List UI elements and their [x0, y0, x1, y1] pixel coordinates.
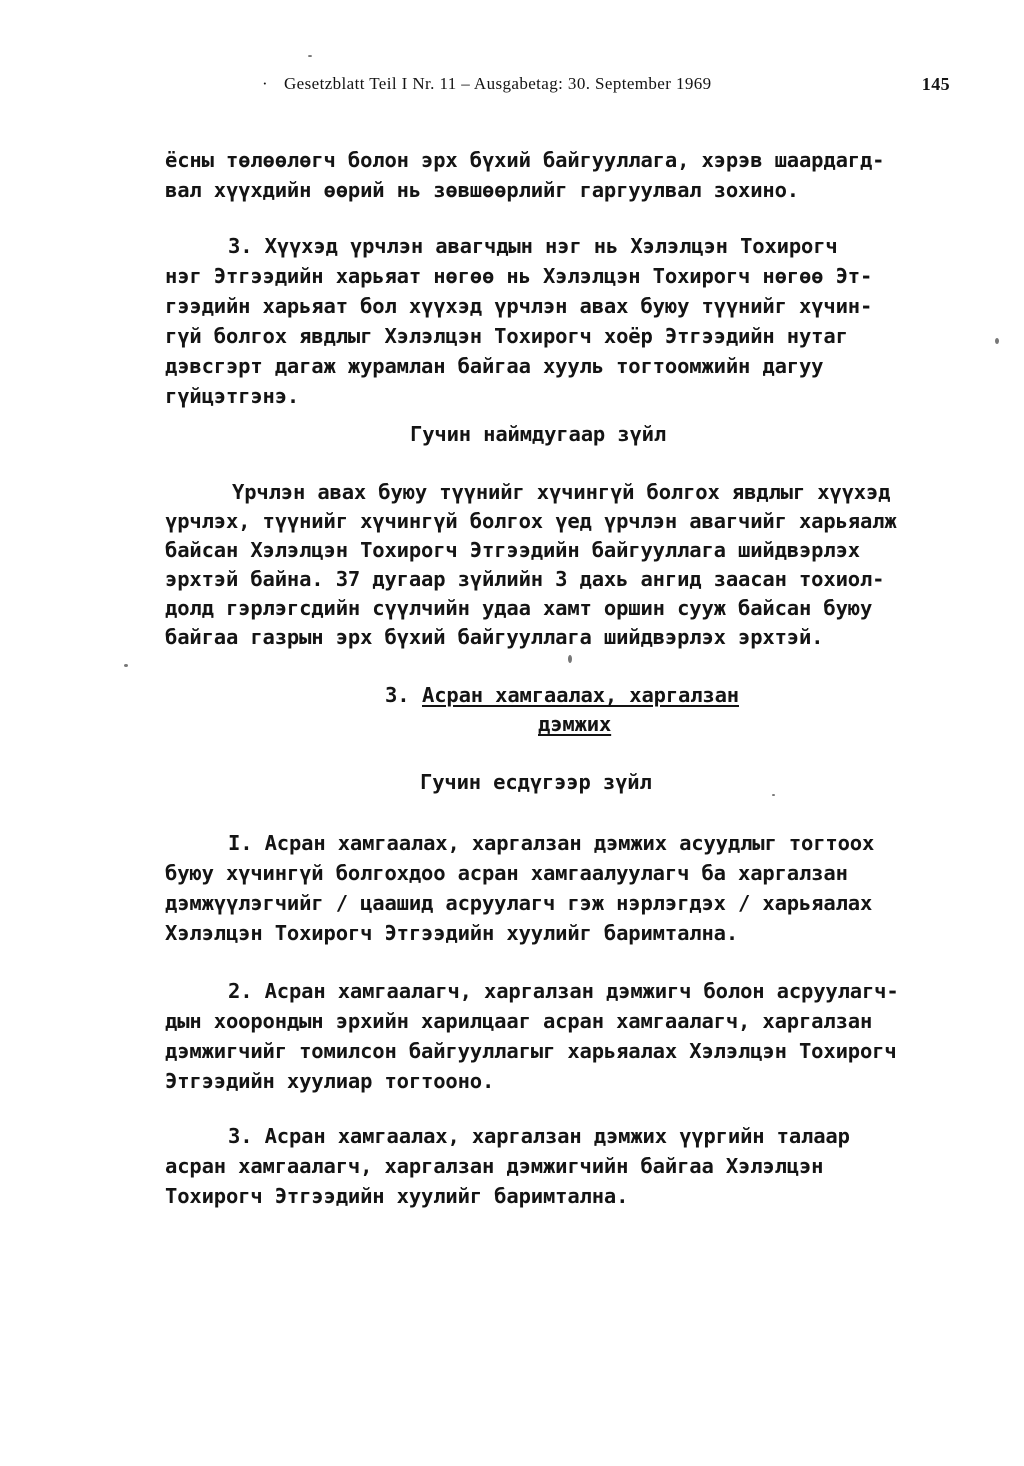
section-number: 3.	[385, 683, 410, 707]
scan-speck	[995, 338, 999, 344]
text-line: буюу хүчингүй болгохдоо асран хамгаалуулагч ба харгалзан	[165, 861, 848, 885]
scan-speck	[568, 655, 572, 663]
text-line: Хэлэлцэн Тохирогч Этгээдийн хуулийг баримтална.	[165, 921, 739, 945]
text-line: дэмжигчийг томилсон байгууллагыг харьяалах Хэлэлцэн Тохирогч	[165, 1039, 897, 1063]
text-line: дэвсгэрт дагаж журамлан байгаа хууль тогтоомжийн дагуу	[165, 354, 824, 378]
page-number: 145	[921, 74, 950, 94]
text-line: 3. Асран хамгаалах, харгалзан дэмжих үүргийн талаар	[228, 1124, 850, 1148]
text-line: долд гэрлэгсдийн сүүлчийн удаа хамт оршин сууж байсан буюу	[165, 596, 873, 620]
text-line: нэг Этгээдийн харьяат нөгөө нь Хэлэлцэн Тохирогч нөгөө Эт-	[165, 264, 873, 288]
text-line: үрчлэх, түүнийг хүчингүй болгох үед үрчлэн авагчийг харьяалж	[165, 509, 897, 533]
article-heading: Гучин есдүгээр зүйл	[420, 770, 652, 794]
text-line: асран хамгаалагч, харгалзан дэмжигчийн байгаа Хэлэлцэн	[165, 1154, 824, 1178]
text-line: вал хүүхдийн өөрий нь зөвшөөрлийг гаргуулвал зохино.	[165, 178, 799, 202]
text-line: гүй болгох явдлыг Хэлэлцэн Тохирогч хоёр Этгээдийн нутаг	[165, 324, 848, 348]
text-line: ёсны төлөөлөгч болон эрх бүхий байгууллага, хэрэв шаардагд-	[165, 148, 885, 172]
text-line: I. Асран хамгаалах, харгалзан дэмжих асуудлыг тогтоох	[228, 831, 875, 855]
text-line: дын хоорондын эрхийн харилцааг асран хамгаалагч, харгалзан	[165, 1009, 873, 1033]
text-line: дэмжүүлэгчийг / цаашид асруулагч гэж нэрлэгдэх / харьяалах	[165, 891, 873, 915]
text-line: 2. Асран хамгаалагч, харгалзан дэмжигч болон асруулагч-	[228, 979, 899, 1003]
section-title-line: дэмжих	[538, 712, 612, 736]
section-title-line: Асран хамгаалах, харгалзан	[422, 683, 739, 707]
text-line: Тохирогч Этгээдийн хуулийг баримтална.	[165, 1184, 629, 1208]
scan-speck	[308, 55, 312, 57]
text-line: гээдийн харьяат бол хүүхэд үрчлэн авах буюу түүнийг хүчин-	[165, 294, 873, 318]
text-line: Үрчлэн авах буюу түүнийг хүчингүй болгох явдлыг хүүхэд	[232, 480, 891, 504]
text-line: гүйцэтгэнэ.	[165, 384, 300, 408]
article-heading: Гучин наймдугаар зүйл	[410, 422, 667, 446]
text-line: 3. Хүүхэд үрчлэн авагчдын нэг нь Хэлэлцэн Тохирогч	[228, 234, 838, 258]
scan-speck	[124, 664, 128, 667]
scan-speck	[772, 794, 775, 796]
header-bullet: ·	[262, 74, 269, 93]
text-line: эрхтэй байна. 37 дугаар зүйлийн 3 дахь ангид заасан тохиол-	[165, 567, 885, 591]
text-line: Этгээдийн хуулиар тогтооно.	[165, 1069, 495, 1093]
text-line: байгаа газрын эрх бүхий байгууллага шийдвэрлэх эрхтэй.	[165, 625, 824, 649]
text-line: байсан Хэлэлцэн Тохирогч Этгээдийн байгууллага шийдвэрлэх	[165, 538, 860, 562]
running-header: Gesetzblatt Teil I Nr. 11 – Ausgabetag: 30. September 1969	[284, 74, 712, 93]
